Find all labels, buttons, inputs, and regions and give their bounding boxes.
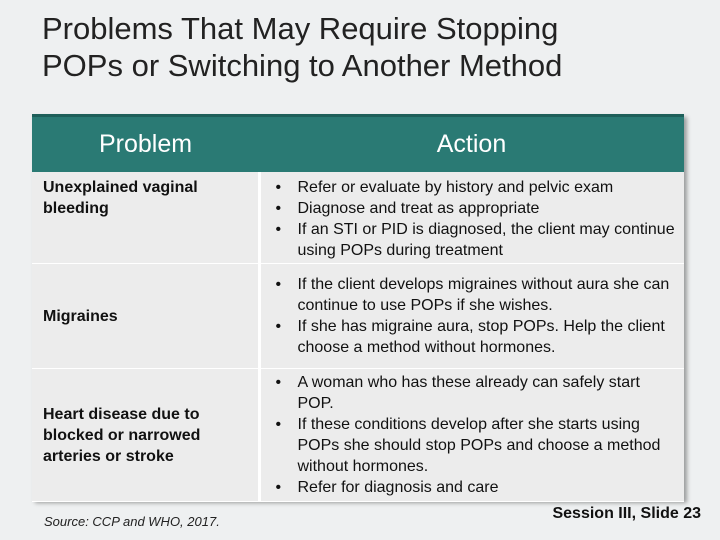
action-item: • Diagnose and treat as appropriate <box>275 198 677 219</box>
action-cell <box>259 264 684 369</box>
action-list <box>275 372 677 498</box>
action-item: • If these conditions develop after she starts using POPs she should stop POPs and choose a method without hormones. <box>275 414 677 477</box>
action-item: • If she has migraine aura, stop POPs. Help the client choose a method without hormones. <box>275 316 677 358</box>
problem-cell: Heart disease due to blocked or narrowed arteries or stroke <box>32 369 259 502</box>
header-problem: Problem <box>32 116 259 172</box>
action-item: • Refer for diagnosis and care <box>275 477 677 498</box>
action-list <box>275 177 677 261</box>
problems-table <box>32 114 684 502</box>
action-item: • A woman who has these already can safely start POP. <box>275 372 677 414</box>
action-cell <box>259 369 684 502</box>
problem-cell: Unexplained vaginal bleeding <box>32 172 259 264</box>
problem-cell: Migraines <box>32 264 259 369</box>
table-row <box>32 264 684 369</box>
source-citation: Source: CCP and WHO, 2017. <box>44 514 220 529</box>
slide-number: Session III, Slide 23 <box>552 505 701 522</box>
action-list <box>275 274 677 358</box>
action-item: • Refer or evaluate by history and pelvic exam <box>275 177 677 198</box>
problems-table-container <box>32 114 684 500</box>
slide-title-line-2: POPs or Switching to Another Method <box>42 48 563 83</box>
slide-title-line-1: Problems That May Require Stopping <box>42 11 559 46</box>
action-item: • If an STI or PID is diagnosed, the client may continue using POPs during treatment <box>275 219 677 261</box>
header-action: Action <box>259 116 684 172</box>
slide-title <box>42 10 702 84</box>
table-row <box>32 369 684 502</box>
table-row <box>32 172 684 264</box>
action-item: • If the client develops migraines without aura she can continue to use POPs if she wishes. <box>275 274 677 316</box>
table-header-row <box>32 116 684 172</box>
action-cell <box>259 172 684 264</box>
